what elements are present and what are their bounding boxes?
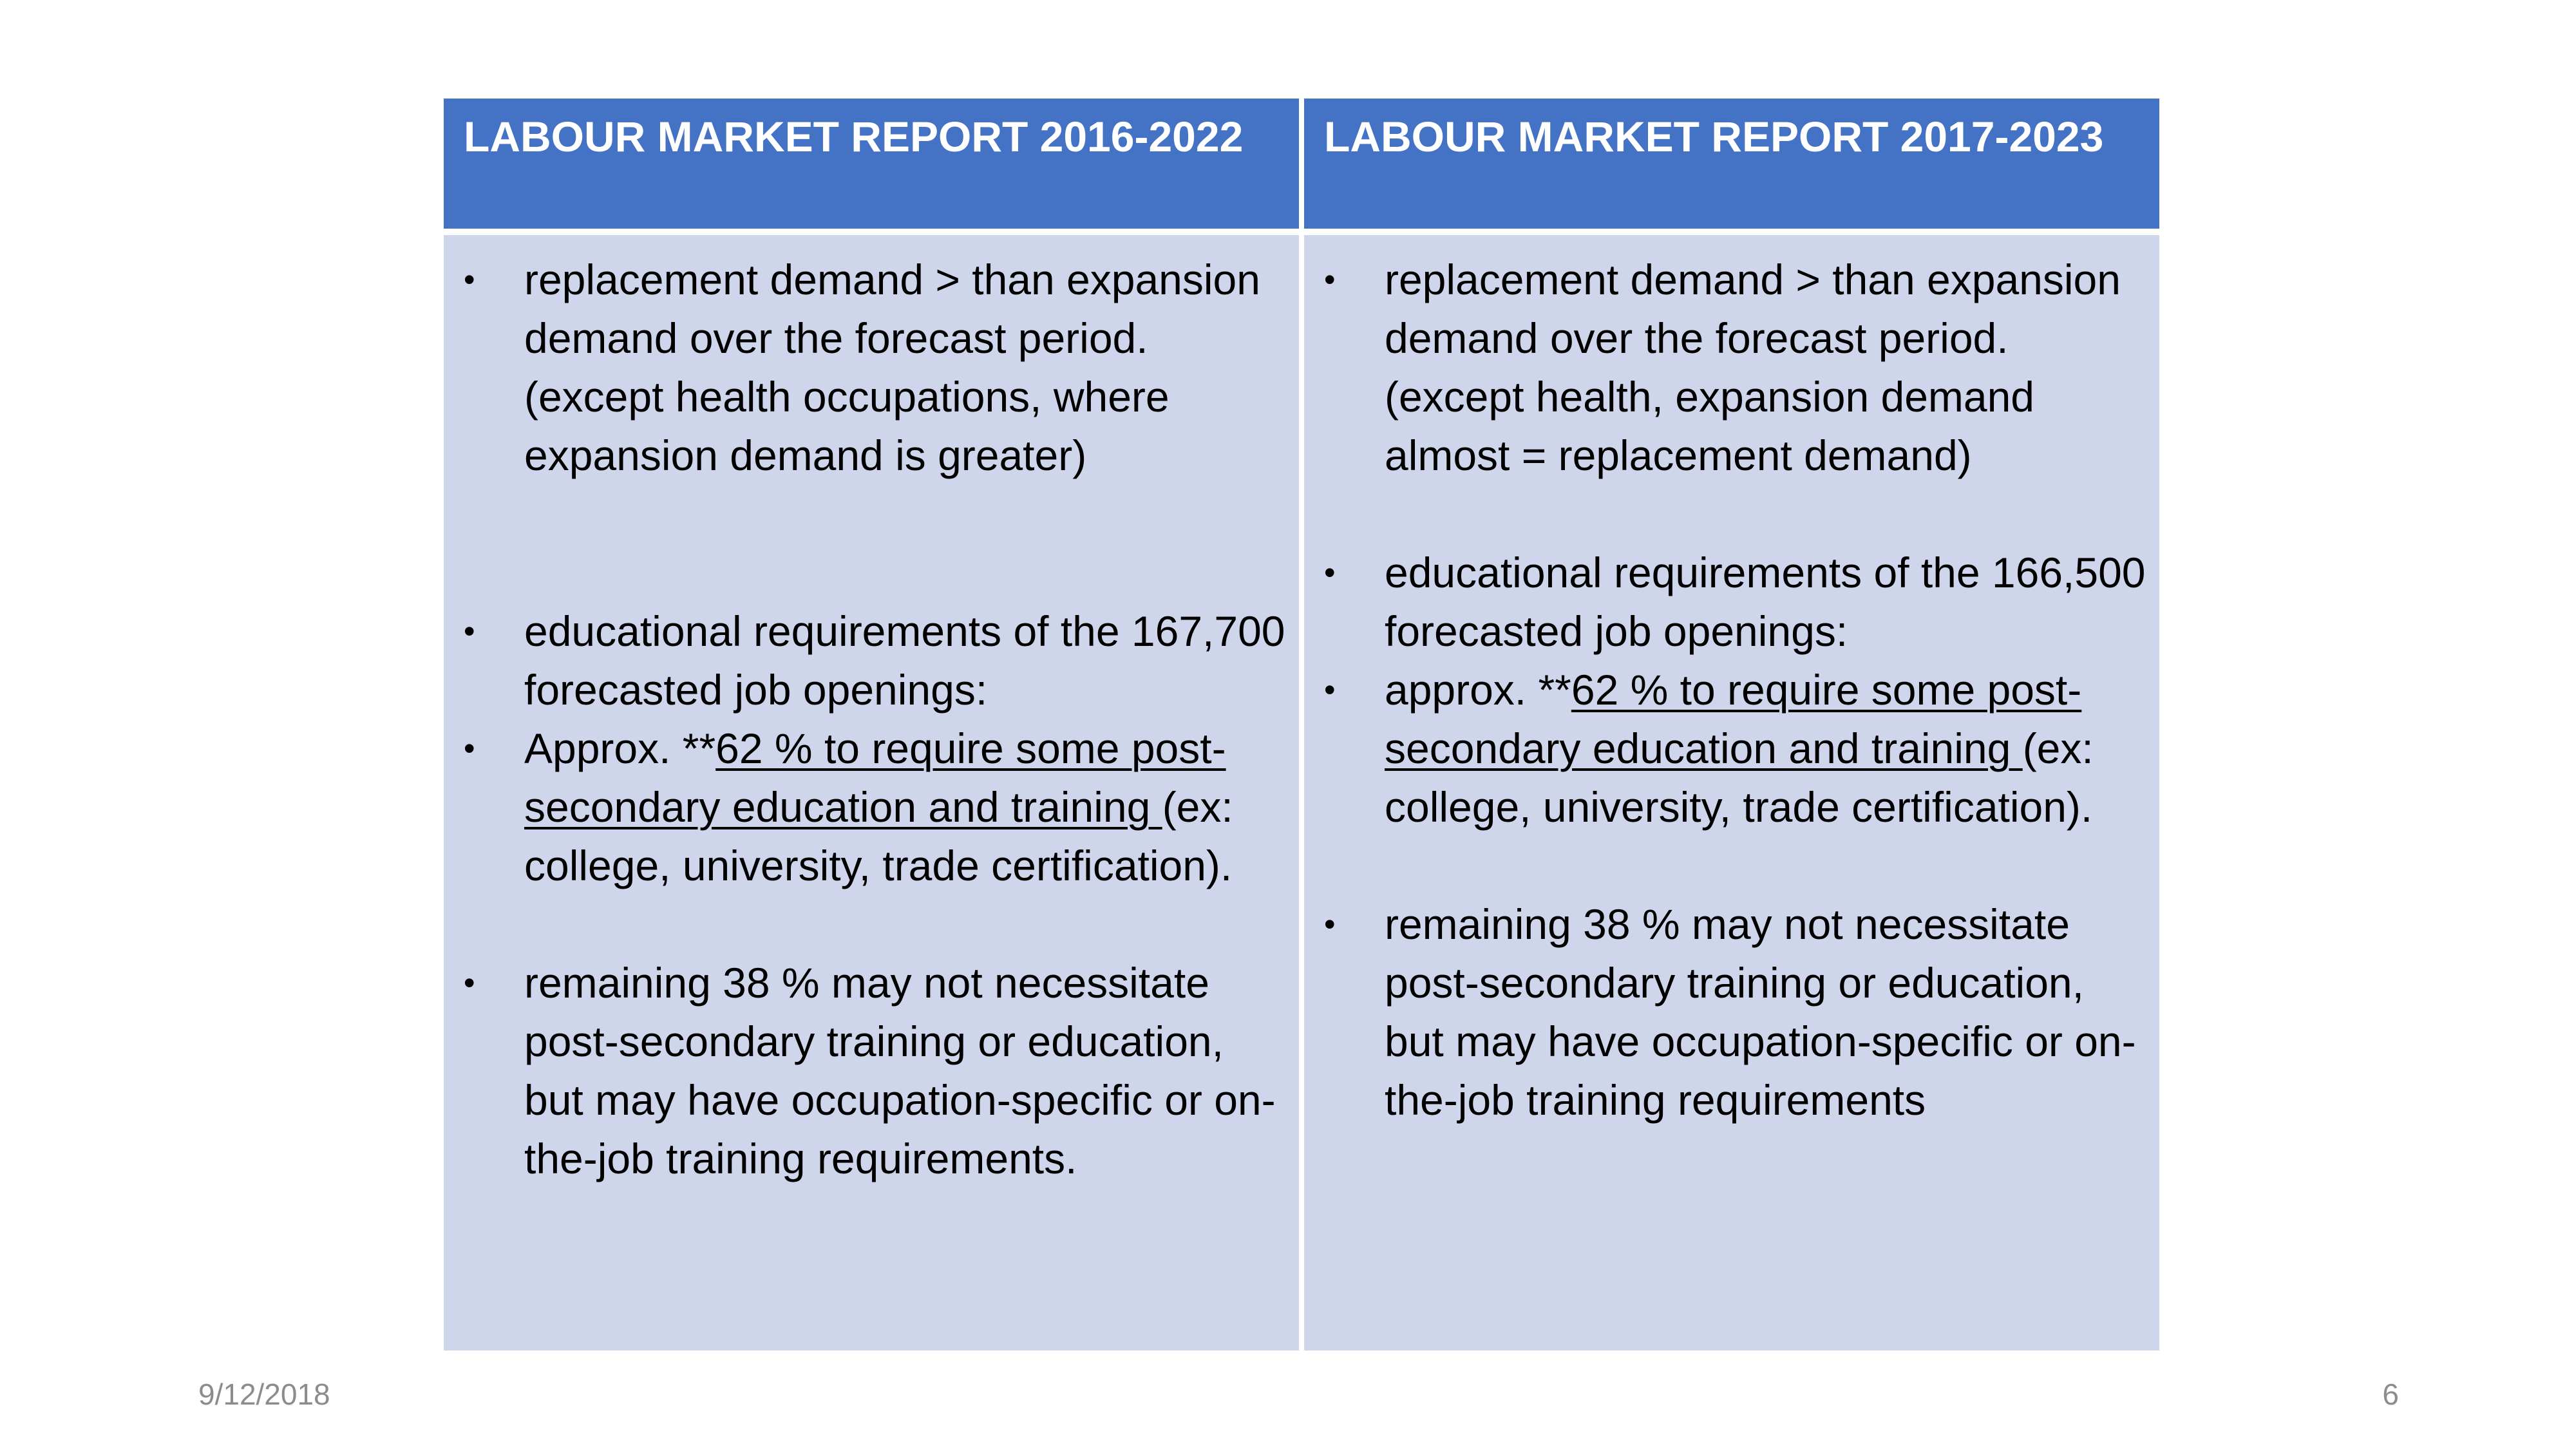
column-header-2016-2022: LABOUR MARKET REPORT 2016-2022 bbox=[444, 99, 1299, 229]
bullet-text: replacement demand > than expansion demand over the forecast period. (except health occupations, where expansion demand is greater) bbox=[524, 256, 1260, 479]
spacer bbox=[464, 485, 1287, 602]
slide-number: 6 bbox=[2382, 1378, 2399, 1411]
spacer bbox=[464, 895, 1287, 954]
bullet-text bbox=[524, 719, 1287, 895]
bullet-icon: • bbox=[464, 261, 475, 298]
bullet-suffix: (ex: college, university, trade certification). bbox=[1385, 724, 2094, 831]
spacer bbox=[1324, 485, 2148, 544]
bullet-icon: • bbox=[1324, 554, 1336, 591]
column-body-2016-2022 bbox=[444, 235, 1299, 1350]
list-item bbox=[464, 719, 1287, 895]
underlined-emphasis: 62 % to require some post-secondary education and training bbox=[1385, 666, 2082, 772]
bullet-text: educational requirements of the 167,700 forecasted job openings: bbox=[524, 607, 1285, 714]
bullet-text: replacement demand > than expansion demand over the forecast period. (except health, expansion demand almost = replacement demand) bbox=[1385, 256, 2121, 479]
bullet-text: remaining 38 % may not necessitate post-secondary training or education, but may have occupation-specific or on-the-job training requirements bbox=[1385, 900, 2136, 1124]
bullet-icon: • bbox=[464, 730, 475, 766]
list-item bbox=[464, 954, 1287, 1188]
column-header-2017-2023: LABOUR MARKET REPORT 2017-2023 bbox=[1304, 99, 2159, 229]
bullet-icon: • bbox=[464, 965, 475, 1001]
list-item bbox=[1324, 661, 2148, 837]
footer-date: 9/12/2018 bbox=[198, 1378, 330, 1411]
bullet-icon: • bbox=[1324, 672, 1336, 708]
bullet-icon: • bbox=[1324, 261, 1336, 298]
list-item bbox=[1324, 251, 2148, 485]
bullet-text bbox=[1385, 661, 2148, 837]
comparison-table bbox=[444, 99, 2159, 1350]
bullet-icon: • bbox=[464, 613, 475, 649]
bullet-suffix: (ex: college, university, trade certification). bbox=[524, 783, 1233, 889]
list-item bbox=[464, 602, 1287, 719]
list-item bbox=[1324, 895, 2148, 1130]
spacer bbox=[1324, 837, 2148, 895]
bullet-prefix: approx. ** bbox=[1385, 666, 1571, 714]
bullet-list bbox=[464, 251, 1287, 1188]
column-body-2017-2023 bbox=[1304, 235, 2159, 1350]
bullet-icon: • bbox=[1324, 906, 1336, 942]
underlined-emphasis: 62 % to require some post-secondary education and training bbox=[524, 724, 1226, 831]
list-item bbox=[464, 251, 1287, 485]
bullet-list bbox=[1324, 251, 2148, 1130]
list-item bbox=[1324, 544, 2148, 661]
bullet-text: remaining 38 % may not necessitate post-secondary training or education, but may have occupation-specific or on-the-job training requirements. bbox=[524, 959, 1276, 1182]
bullet-text: educational requirements of the 166,500 forecasted job openings: bbox=[1385, 549, 2146, 655]
bullet-prefix: Approx. ** bbox=[524, 724, 716, 772]
